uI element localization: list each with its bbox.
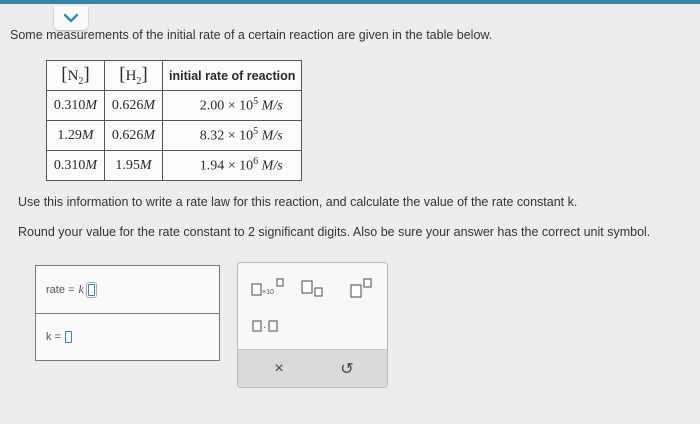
cell-rate: $2.00 \times 10^5$ M/s bbox=[163, 91, 302, 121]
header-h2: $[H_2]$ bbox=[105, 61, 163, 91]
table-row bbox=[47, 151, 302, 181]
header-initial-rate: initial rate of reaction bbox=[163, 61, 302, 91]
superscript-button[interactable] bbox=[346, 277, 376, 299]
clear-button[interactable] bbox=[268, 358, 290, 380]
rate-data-table bbox=[46, 60, 302, 181]
subscript-button[interactable] bbox=[298, 277, 328, 299]
cell-h2: 0.626M bbox=[105, 121, 163, 151]
chevron-down-icon bbox=[63, 12, 79, 24]
superscript-icon bbox=[346, 277, 376, 299]
cell-h2: 1.95M bbox=[105, 151, 163, 181]
cell-h2: 0.626M bbox=[105, 91, 163, 121]
cell-n2: 0.310M bbox=[47, 91, 105, 121]
cell-n2: 1.29M bbox=[47, 121, 105, 151]
multiply-dot-icon bbox=[250, 315, 280, 337]
subscript-icon bbox=[298, 277, 328, 299]
answer-box bbox=[35, 265, 220, 361]
scientific-notation-icon bbox=[250, 277, 286, 299]
multiply-dot-button[interactable] bbox=[250, 315, 280, 337]
question-intro: Some measurements of the initial rate of a certain reaction are given in the table below. bbox=[10, 28, 493, 42]
rate-constant-symbol: k bbox=[78, 282, 84, 296]
math-tool-panel bbox=[237, 262, 388, 388]
undo-icon: ↺ bbox=[340, 361, 354, 378]
undo-button[interactable] bbox=[336, 358, 358, 380]
header-n2: $[N_2]$ bbox=[47, 61, 105, 91]
table-header-row bbox=[47, 61, 302, 91]
cell-n2: 0.310M bbox=[47, 151, 105, 181]
instruction-rounding: Round your value for the rate constant to 2 significant digits. Also be sure your answer has the correct unit symbol. bbox=[18, 225, 651, 239]
tool-panel-footer bbox=[238, 349, 387, 387]
svg-text:·: · bbox=[263, 322, 267, 333]
k-label: k = bbox=[46, 331, 61, 343]
k-value-row bbox=[36, 313, 219, 360]
table-row bbox=[47, 121, 302, 151]
cell-rate: $8.32 \times 10^5$ M/s bbox=[163, 121, 302, 151]
rate-law-row bbox=[36, 266, 219, 313]
scientific-notation-button[interactable] bbox=[250, 277, 286, 299]
rate-label: rate = bbox=[46, 283, 75, 296]
table-row bbox=[47, 91, 302, 121]
collapse-button[interactable] bbox=[54, 6, 88, 30]
k-value-input[interactable] bbox=[65, 331, 72, 343]
rate-law-input[interactable] bbox=[88, 284, 95, 296]
instruction-rate-law: Use this information to write a rate law for this reaction, and calculate the value of the rate constant k. bbox=[18, 195, 578, 209]
svg-text:×10: ×10 bbox=[262, 289, 274, 296]
cell-rate: $1.94 \times 10^6$ M/s bbox=[163, 151, 302, 181]
close-icon: × bbox=[274, 360, 284, 377]
top-accent-bar bbox=[0, 0, 700, 4]
